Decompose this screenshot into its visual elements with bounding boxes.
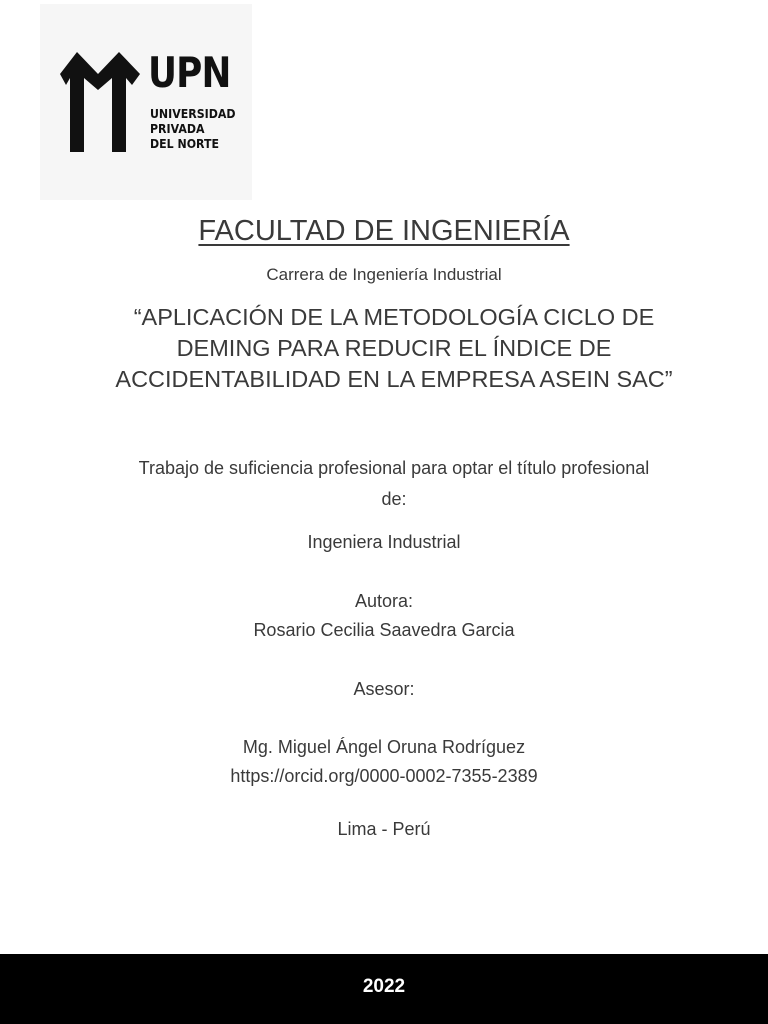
author-name: Rosario Cecilia Saavedra Garcia xyxy=(253,620,515,640)
upn-arrow-logo-icon xyxy=(60,52,140,152)
faculty-heading-text: FACULTAD DE INGENIERÍA xyxy=(198,215,570,247)
logo-acronym: UPN xyxy=(148,48,231,97)
advisor-label: Asesor: xyxy=(353,679,415,699)
place: Lima - Perú xyxy=(337,819,431,839)
advisor-name: Mg. Miguel Ángel Oruna Rodríguez xyxy=(242,737,526,757)
logo-line-3: DEL NORTE xyxy=(150,136,220,151)
degree-description: Trabajo de suficiencia profesional para optar el título profesional de: xyxy=(138,458,650,509)
thesis-title: “APLICACIÓN DE LA METODOLOGÍA CICLO DE DEMING PARA REDUCIR EL ÍNDICE DE ACCIDENTABILIDAD EN LA EMPRESA ASEIN SAC” xyxy=(115,304,673,392)
author-label: Autora: xyxy=(354,591,414,611)
faculty-heading xyxy=(0,212,768,250)
year: 2022 xyxy=(362,976,406,997)
career-name: Carrera de Ingeniería Industrial xyxy=(266,265,502,284)
university-logo xyxy=(40,4,252,200)
logo-line-1: UNIVERSIDAD xyxy=(150,106,236,121)
advisor-orcid: https://orcid.org/0000-0002-7355-2389 xyxy=(230,766,538,786)
logo-line-2: PRIVADA xyxy=(150,121,205,136)
degree-name: Ingeniera Industrial xyxy=(307,532,461,552)
